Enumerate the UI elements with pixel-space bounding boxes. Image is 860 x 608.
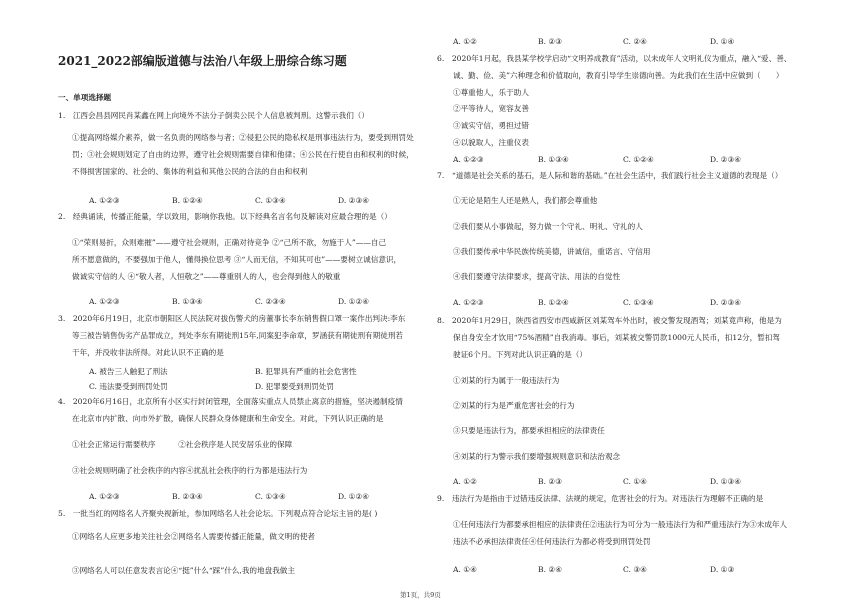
option-b[interactable]: B. ②③ (538, 37, 563, 46)
question-text: ①刘某的行为属于一般违法行为 (453, 376, 560, 385)
question-text: 干年，并没收非法所得。对此认识不正确的是 (72, 348, 224, 357)
question-text: ③网络名人可以任意发表言论④“挺”什么“踩”什么,我的地盘我做主 (72, 566, 295, 575)
option-a[interactable]: A. ①②③ (453, 155, 484, 164)
question-text: ①“荣则易折，众则难摧”——遵守社会规则，正确对待竞争 ②“己所不欲，勿施于人”——自己 (72, 238, 387, 247)
option-c[interactable]: C. 违法要受到刑罚处罚 (89, 382, 168, 391)
option-d[interactable]: D. ①②④ (338, 492, 370, 501)
option-c[interactable]: C. ①③④ (255, 196, 286, 205)
option-c[interactable]: C. ②③④ (255, 297, 286, 306)
question-text: ③我们要传承中华民族传统美德，讲诚信，重诺言、守信用 (453, 247, 651, 256)
question-text: ④以貌取人，注重仪表 (453, 138, 529, 147)
option-d[interactable]: D. ①③④ (710, 477, 742, 486)
question-stem: 3. 2020年6月19日，北京市朝阳区人民法院对拔伤警犬的房董事长李东销售假口罩一案作出判决:李东 (58, 314, 406, 323)
option-b[interactable]: B. ①③④ (172, 297, 203, 306)
question-stem: 5. 一批当红的网络名人齐聚央视新址，参加网络名人社会论坛。下列观点符合论坛主旨的是( ) (58, 509, 378, 518)
question-text: 所不愿意做的，不要强加于他人，懂得换位思考 ③“人而无信，不知其可也”——要树立诚信意识， (72, 255, 402, 264)
option-c[interactable]: C. ①④ (623, 477, 647, 486)
option-a[interactable]: A. ①② (453, 37, 477, 46)
option-a[interactable]: A. ①④ (453, 565, 477, 574)
option-a[interactable]: A. ①②③ (453, 298, 484, 307)
option-d[interactable]: D. ②③④ (710, 298, 742, 307)
question-text: ④我们要遵守法律要求，提高守法、用法的自觉性 (453, 272, 621, 281)
question-text: ②我们要从小事做起，努力做一个守礼、明礼、守礼的人 (453, 222, 643, 231)
section-heading: 一、单项选择题 (58, 93, 112, 102)
question-text: 驶证6个月。下列对此认识正确的是（） (453, 350, 587, 359)
option-c[interactable]: C. ②④ (623, 37, 647, 46)
question-stem: 7. “道德是社会关系的基石，是人际和谐的基础。”在社会生活中，我们践行社会主义道德的表现是（） (437, 171, 783, 180)
option-a[interactable]: A. 被告三人触犯了刑法 (89, 367, 168, 376)
option-b[interactable]: B. ①②④ (172, 196, 203, 205)
option-d[interactable]: D. ①④ (710, 37, 735, 46)
option-c[interactable]: C. ①③④ (623, 298, 654, 307)
question-text: ④刘某的行为警示我们要增强规则意识和法治观念 (453, 452, 621, 461)
question-text: ①网络名人应更多地关注社会②网络名人需要传播正能量，做文明的使者 (72, 532, 315, 541)
option-d[interactable]: D. 犯罪要受到刑罚处罚 (255, 382, 334, 391)
question-text: ①无论是陌生人还是熟人，我们都会尊重他 (453, 196, 598, 205)
question-text: ②刘某的行为是严重危害社会的行为 (453, 401, 575, 410)
option-d[interactable]: D. ②③④ (710, 155, 742, 164)
option-a[interactable]: A. ①② (453, 477, 477, 486)
option-b[interactable]: B. 犯罪具有严重的社会危害性 (255, 367, 357, 376)
question-text: 不得损害国家的、社会的、集体的利益和其他公民的合法的自由和权利 (72, 167, 308, 176)
page-title: 2021_2022部编版道德与法治八年级上册综合练习题 (58, 54, 347, 68)
question-text: ①尊重他人，乐于助人 (453, 88, 529, 97)
question-stem: 9. 违法行为是指由于过错违反法律、法规的规定，危害社会的行为。对违法行为理解不正确的是 (437, 494, 764, 503)
question-stem: 8. 2020年1月29日，陕西省西安市西咸新区刘某驾车外出时，被交警发现酒驾；刘某竟声称，他是为 (437, 316, 782, 325)
question-text: ③社会规则明确了社会秩序的内容④扰乱社会秩序的行为都是违法行为 (72, 466, 308, 475)
question-text: 诚、勤、俭、美”六种理念和价值取向，教育引导学生崇德向善。为此我们在生活中应做到（ ） (453, 71, 784, 80)
question-stem: 2. 经典诵读，传播正能量，学以致用，影响你我他。以下经典名言名句及解读对应最合理的是（） (58, 212, 392, 221)
question-text: ①社会正常运行需要秩序 ②社会秩序是人民安居乐业的保障 (72, 440, 293, 449)
question-stem: 4. 2020年6月16日，北京所有小区实行封闭管理，全面落实重点人员禁止离京的措施，坚决遏制疫情 (58, 397, 403, 406)
option-d[interactable]: D. ②③④ (338, 196, 370, 205)
option-a[interactable]: A. ①②③ (89, 297, 120, 306)
question-text: 做诚实守信的人 ④“敬人者，人恒敬之”——尊重别人的人，也会得到他人的敬重 (72, 272, 341, 281)
option-c[interactable]: C. ③④ (623, 565, 647, 574)
option-a[interactable]: A. ①②③ (89, 196, 120, 205)
question-text: ②平等待人，宽容友善 (453, 104, 529, 113)
question-text: 在北京市内扩散、向市外扩散，确保人民群众身体健康和生命安全。对此，下列认识正确的是 (72, 414, 384, 423)
question-text: 违法不必承担法律责任④任何违法行为都必将受到刑罚处罚 (453, 537, 651, 546)
option-b[interactable]: B. ①③④ (538, 155, 569, 164)
option-b[interactable]: B. ②③ (538, 477, 563, 486)
option-c[interactable]: C. ①②④ (623, 155, 654, 164)
page-footer: 第1页，共9页 (400, 591, 441, 599)
question-stem: 1. 江西会昌县网民肖某鑫在网上向境外不法分子倒卖公民个人信息被判刑。这警示我们（） (58, 111, 369, 120)
option-b[interactable]: B. ①②④ (538, 298, 569, 307)
question-text: 保自身安全才饮用“75%酒精”自我消毒。事后，刘某被交警罚款1000元人民币，扣12分，暂扣驾 (453, 333, 781, 342)
option-b[interactable]: B. ②③④ (172, 492, 203, 501)
option-c[interactable]: C. ①③④ (255, 492, 286, 501)
question-text: 罚；③社会规则划定了自由的边界，遵守社会规则需要自律和他律；④公民在行使自由和权利的时候， (72, 150, 414, 159)
question-text: 等三被告销售伪劣产品罪成立，判处李东有期徒刑15年,同案犯李命章，罗涵获有期徒刑有期徒刑若 (72, 331, 404, 340)
question-text: ③只要是违法行为，都要承担相应的法律责任 (453, 426, 605, 435)
option-d[interactable]: D. ①②④ (338, 297, 370, 306)
option-a[interactable]: A. ①②③ (89, 492, 120, 501)
question-text: ①提高网络媒介素养，做一名负责的网络参与者；②侵犯公民的隐私权是刑事违法行为，要受到刑罚处 (72, 133, 414, 142)
option-b[interactable]: B. ②④ (538, 565, 563, 574)
question-text: ③诚实守信，勇担过错 (453, 121, 529, 130)
question-stem: 6. 2020年1月起，我县某学校学启动“文明养成教育”活动，以未成年人文明礼仪为重点，融入“爱、善、 (437, 54, 792, 63)
option-d[interactable]: D. ①③ (710, 565, 735, 574)
question-text: ①任何违法行为都要承担相应的法律责任②违法行为可分为一般违法行为和严重违法行为③未成年人 (453, 520, 788, 529)
